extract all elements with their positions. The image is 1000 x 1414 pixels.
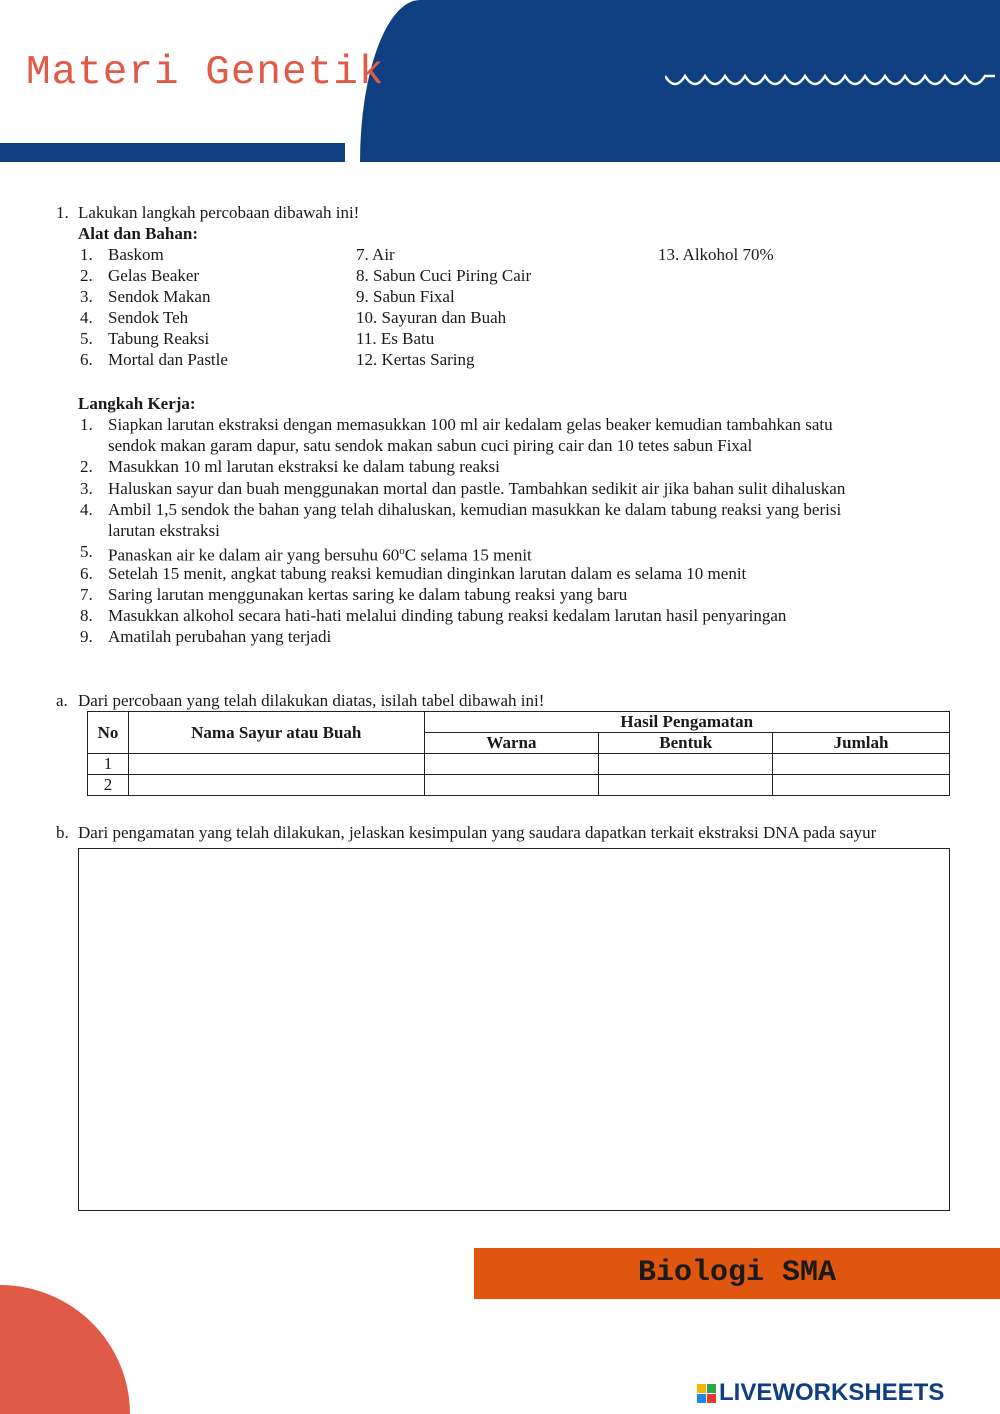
material-item: Tabung Reaksi	[108, 329, 210, 348]
col-header-bentuk: Bentuk	[599, 733, 773, 754]
question-intro: Lakukan langkah percobaan dibawah ini!	[78, 203, 360, 222]
part-a-label: a.	[56, 691, 68, 710]
step-text	[108, 541, 532, 566]
material-item: Mortal dan Pastle	[108, 350, 228, 369]
steps-heading: Langkah Kerja:	[78, 394, 196, 413]
col-header-no: No	[88, 712, 129, 754]
step-text-part: Panaskan air ke dalam air yang bersuhu 60	[108, 545, 400, 565]
corner-quarter-circle	[0, 1285, 130, 1414]
step-text: larutan ekstraksi	[108, 521, 220, 540]
step-num: 3.	[80, 479, 93, 498]
material-item: Sendok Makan	[108, 287, 211, 306]
header-accent-bar	[0, 143, 345, 162]
step-text: Setelah 15 menit, angkat tabung reaksi kemudian dinginkan larutan dalam es selama 10 menit	[108, 564, 747, 583]
step-text: Masukkan 10 ml larutan ekstraksi ke dalam tabung reaksi	[108, 457, 500, 476]
material-num: 3.	[80, 287, 93, 306]
step-num: 8.	[80, 606, 93, 625]
answer-cell-name[interactable]	[128, 775, 424, 796]
step-num: 7.	[80, 585, 93, 604]
step-text: Ambil 1,5 sendok the bahan yang telah dihaluskan, kemudian masukkan ke dalam tabung reaksi yang berisi	[108, 500, 842, 519]
material-item: 9. Sabun Fixal	[356, 287, 455, 306]
step-text: Amatilah perubahan yang terjadi	[108, 627, 332, 646]
step-num: 9.	[80, 627, 93, 646]
step-text-part: C selama 15 menit	[404, 545, 532, 565]
step-text: sendok makan garam dapur, satu sendok makan sabun cuci piring cair dan 10 tetes sabun Fixal	[108, 436, 753, 455]
answer-cell-jumlah[interactable]	[773, 754, 950, 775]
col-header-name: Nama Sayur atau Buah	[128, 712, 424, 754]
material-item: 13. Alkohol 70%	[658, 245, 774, 264]
col-header-group: Hasil Pengamatan	[424, 712, 949, 733]
part-b-instruction: Dari pengamatan yang telah dilakukan, jelaskan kesimpulan yang saudara dapatkan terkait ekstraksi DNA pada sayur	[78, 823, 877, 842]
material-num: 2.	[80, 266, 93, 285]
materials-heading: Alat dan Bahan:	[78, 224, 198, 243]
material-item: Baskom	[108, 245, 164, 264]
page-title: Materi Genetik	[26, 50, 385, 96]
step-num: 4.	[80, 500, 93, 519]
observation-table	[87, 711, 950, 796]
material-num: 1.	[80, 245, 93, 264]
liveworksheets-brand: LIVEWORKSHEETS	[719, 1379, 945, 1406]
step-text: Haluskan sayur dan buah menggunakan mortal dan pastle. Tambahkan sedikit air jika bahan sulit dihaluskan	[108, 479, 846, 498]
question-number: 1.	[56, 203, 69, 222]
step-num: 1.	[80, 415, 93, 434]
answer-textbox[interactable]	[78, 848, 950, 1211]
row-number: 2	[88, 775, 129, 796]
answer-cell-bentuk[interactable]	[599, 775, 773, 796]
row-number: 1	[88, 754, 129, 775]
step-text: Siapkan larutan ekstraksi dengan memasukkan 100 ml air kedalam gelas beaker kemudian tambahkan satu	[108, 415, 833, 434]
material-item: Gelas Beaker	[108, 266, 200, 285]
material-item: Sendok Teh	[108, 308, 189, 327]
answer-cell-name[interactable]	[128, 754, 424, 775]
liveworksheets-logo	[697, 1379, 944, 1407]
material-item: 10. Sayuran dan Buah	[356, 308, 507, 327]
step-text: Saring larutan menggunakan kertas saring ke dalam tabung reaksi yang baru	[108, 585, 628, 604]
col-header-warna: Warna	[424, 733, 599, 754]
degree-sup: o	[399, 545, 405, 557]
answer-cell-warna[interactable]	[424, 775, 599, 796]
material-num: 5.	[80, 329, 93, 348]
step-num: 2.	[80, 457, 93, 476]
material-item: 11. Es Batu	[356, 329, 435, 348]
material-item: 7. Air	[356, 245, 395, 264]
material-num: 4.	[80, 308, 93, 327]
table-row	[88, 775, 950, 796]
answer-cell-jumlah[interactable]	[773, 775, 950, 796]
material-item: 8. Sabun Cuci Piring Cair	[356, 266, 532, 285]
footer-subject: Biologi SMA	[637, 1256, 837, 1290]
step-num: 5.	[80, 542, 93, 561]
material-num: 6.	[80, 350, 93, 369]
col-header-jumlah: Jumlah	[773, 733, 950, 754]
step-num: 6.	[80, 564, 93, 583]
table-row	[88, 754, 950, 775]
part-b-label: b.	[56, 823, 69, 842]
part-a-instruction: Dari percobaan yang telah dilakukan diatas, isilah tabel dibawah ini!	[78, 691, 545, 710]
material-item: 12. Kertas Saring	[356, 350, 475, 369]
wave-decoration	[665, 70, 995, 94]
step-text: Masukkan alkohol secara hati-hati melalui dinding tabung reaksi kedalam larutan hasil penyaringan	[108, 606, 787, 625]
liveworksheets-icon	[697, 1384, 716, 1403]
answer-cell-bentuk[interactable]	[599, 754, 773, 775]
answer-cell-warna[interactable]	[424, 754, 599, 775]
